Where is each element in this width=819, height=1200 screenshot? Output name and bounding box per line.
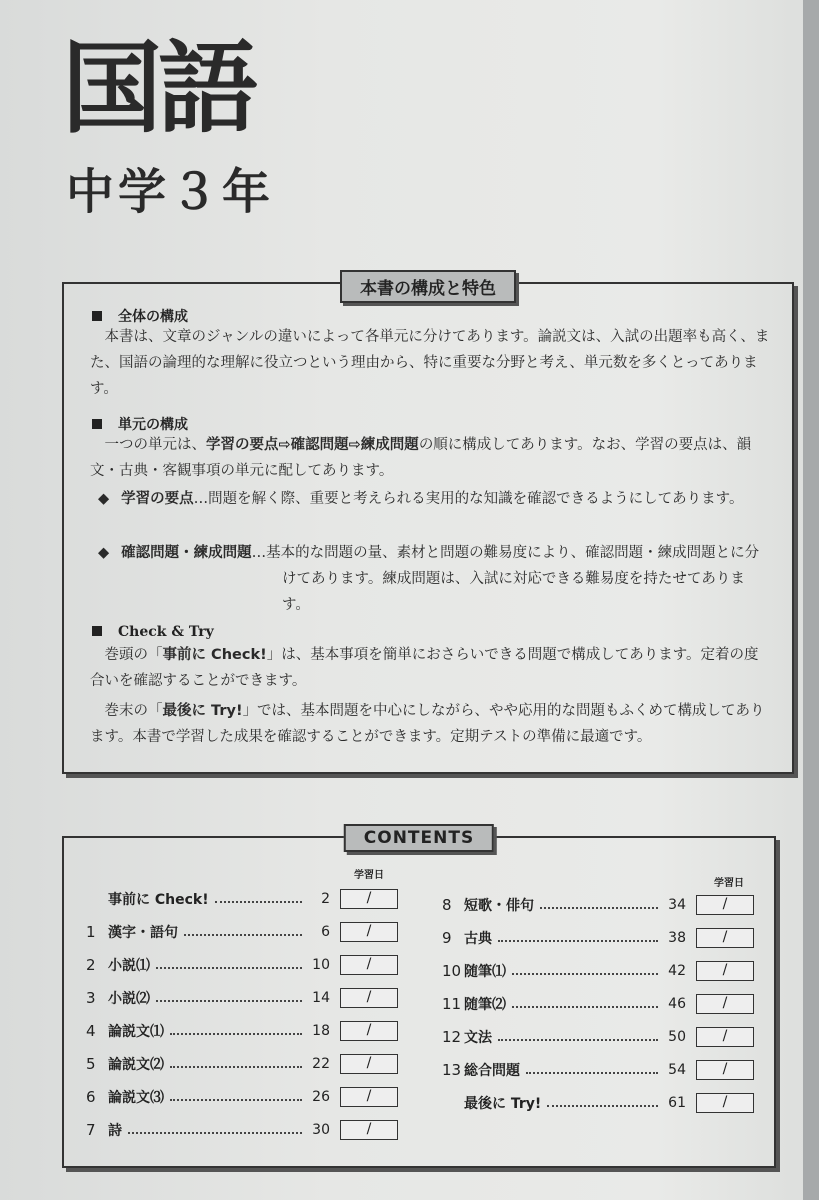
bullet-term: 確認問題・練成問題 <box>121 545 252 561</box>
square-bullet-icon <box>92 311 102 321</box>
study-date-field[interactable]: / <box>340 1087 398 1107</box>
unit-number: 4 <box>86 1022 96 1040</box>
page-number: 61 <box>668 1095 686 1111</box>
section-heading-text: Check & Try <box>118 624 214 640</box>
unit-name: 最後に Try! <box>464 1096 542 1112</box>
bullet-term: 学習の要点 <box>121 491 194 507</box>
contents-row <box>442 1026 754 1048</box>
contents-box <box>62 828 776 1168</box>
unit-name: 総合問題 <box>464 1063 520 1079</box>
study-date-field[interactable]: / <box>340 922 398 942</box>
body-text: の順に構成してあります。なお、学習の要点は、韻文・古典・客観事項の単元に配してあります。 <box>90 437 752 479</box>
unit-number: 13 <box>442 1061 462 1079</box>
unit-number: 9 <box>442 929 452 947</box>
section-body <box>90 432 770 484</box>
contents-row <box>86 1053 398 1075</box>
study-date-field[interactable]: / <box>696 895 754 915</box>
bullet-item <box>98 540 768 618</box>
contents-row <box>442 960 754 982</box>
unit-name: 詩 <box>108 1123 122 1139</box>
contents-row <box>86 921 398 943</box>
page-number: 6 <box>321 924 330 940</box>
square-bullet-icon <box>92 626 102 636</box>
study-date-field[interactable]: / <box>340 889 398 909</box>
page-number: 22 <box>312 1056 330 1072</box>
unit-name: 論説文⑵ <box>108 1057 164 1073</box>
body-bold-text: 事前に Check! <box>162 647 267 663</box>
section-heading <box>92 624 214 640</box>
unit-name: 文法 <box>464 1030 492 1046</box>
unit-number: 10 <box>442 962 462 980</box>
dot-leader <box>156 994 302 1002</box>
bullet-text: …基本的な問題の量、素材と問題の難易度により、確認問題・練成問題とに分けてあります。練成問題は、入試に対応できる難易度を持たせてあります。 <box>251 545 760 613</box>
unit-number: 3 <box>86 989 96 1007</box>
page-number: 14 <box>312 990 330 1006</box>
page-number: 54 <box>668 1062 686 1078</box>
dot-leader <box>547 1099 658 1107</box>
dot-leader <box>170 1093 302 1101</box>
body-bold-text: 学習の要点⇨確認問題⇨練成問題 <box>206 437 419 453</box>
page-number: 38 <box>668 930 686 946</box>
contents-row <box>86 954 398 976</box>
unit-number: 6 <box>86 1088 96 1106</box>
diamond-bullet-icon: ◆ <box>98 491 110 507</box>
unit-number: 12 <box>442 1028 462 1046</box>
grade-subtitle: 中学３年 <box>66 164 275 220</box>
dot-leader <box>170 1027 302 1035</box>
page-number: 30 <box>312 1122 330 1138</box>
features-label: 本書の構成と特色 <box>340 270 516 303</box>
diamond-bullet-icon: ◆ <box>98 545 110 561</box>
dot-leader <box>540 901 658 909</box>
dot-leader <box>512 967 658 975</box>
study-date-field[interactable]: / <box>696 1060 754 1080</box>
unit-name: 随筆⑴ <box>464 964 506 980</box>
contents-row <box>442 993 754 1015</box>
section-heading <box>92 414 188 434</box>
unit-name: 小説⑴ <box>108 958 150 974</box>
study-date-field[interactable]: / <box>696 1027 754 1047</box>
dot-leader <box>498 1033 658 1041</box>
body-text: 」は、基本事項を簡単におさらいできる問題で構成してあります。定着の度合いを確認することができます。 <box>90 647 759 689</box>
study-date-field[interactable]: / <box>340 1021 398 1041</box>
contents-row <box>86 888 398 910</box>
dot-leader <box>184 928 302 936</box>
dot-leader <box>128 1126 302 1134</box>
unit-number: 1 <box>86 923 96 941</box>
section-heading <box>92 306 188 326</box>
contents-row <box>86 987 398 1009</box>
contents-row <box>442 894 754 916</box>
body-text: 」では、基本問題を中心にしながら、やや応用的な問題もふくめて構成してあります。本書で学習した成果を確認することができます。定期テストの準備に最適です。 <box>90 703 765 745</box>
dot-leader <box>170 1060 302 1068</box>
contents-row <box>86 1086 398 1108</box>
study-date-field[interactable]: / <box>696 961 754 981</box>
body-bold-text: 最後に Try! <box>162 703 243 719</box>
study-date-field[interactable]: / <box>340 955 398 975</box>
unit-name: 論説文⑶ <box>108 1090 164 1106</box>
page-number: 26 <box>312 1089 330 1105</box>
section-body <box>90 642 770 694</box>
square-bullet-icon <box>92 419 102 429</box>
section-heading-text: 全体の構成 <box>118 309 188 325</box>
page-number: 46 <box>668 996 686 1012</box>
study-date-field[interactable]: / <box>340 1054 398 1074</box>
dot-leader <box>215 895 302 903</box>
unit-name: 小説⑵ <box>108 991 150 1007</box>
page-number: 42 <box>668 963 686 979</box>
unit-number: 5 <box>86 1055 96 1073</box>
unit-number: 8 <box>442 896 452 914</box>
body-text: 一つの単元は、 <box>104 437 206 453</box>
section-body <box>90 698 770 750</box>
study-date-field[interactable]: / <box>696 994 754 1014</box>
contents-row <box>86 1119 398 1141</box>
body-text: 巻末の「 <box>104 703 163 719</box>
unit-number: 2 <box>86 956 96 974</box>
study-date-header: 学習日 <box>354 870 384 881</box>
unit-name: 古典 <box>464 931 492 947</box>
study-date-header: 学習日 <box>714 878 744 889</box>
unit-name: 論説文⑴ <box>108 1024 164 1040</box>
dot-leader <box>156 961 302 969</box>
dot-leader <box>498 934 658 942</box>
bullet-item <box>98 486 768 512</box>
body-text: 巻頭の「 <box>104 647 163 663</box>
unit-name: 事前に Check! <box>108 892 209 908</box>
page-number: 50 <box>668 1029 686 1045</box>
section-body: 本書は、文章のジャンルの違いによって各単元に分けてあります。論説文は、入試の出題率も高く、また、国語の論理的な理解に役立つという理由から、特に重要な分野と考え、単元数を多くとってあります。 <box>90 329 770 397</box>
features-box <box>62 279 794 774</box>
unit-name: 漢字・語句 <box>108 925 178 941</box>
page-number: 10 <box>312 957 330 973</box>
unit-name: 短歌・俳句 <box>464 898 534 914</box>
contents-row <box>86 1020 398 1042</box>
study-date-field[interactable]: / <box>340 1120 398 1140</box>
study-date-field[interactable]: / <box>340 988 398 1008</box>
unit-number: 11 <box>442 995 462 1013</box>
dot-leader <box>512 1000 658 1008</box>
page-number: 2 <box>321 891 330 907</box>
dot-leader <box>526 1066 658 1074</box>
contents-label: CONTENTS <box>344 824 494 852</box>
unit-number: 7 <box>86 1121 96 1139</box>
bullet-text: …問題を解く際、重要と考えられる実用的な知識を確認できるようにしてあります。 <box>193 491 744 507</box>
page-edge <box>803 0 819 1200</box>
page-number: 18 <box>312 1023 330 1039</box>
contents-row <box>442 927 754 949</box>
unit-name: 随筆⑵ <box>464 997 506 1013</box>
contents-row <box>442 1092 754 1114</box>
page-number: 34 <box>668 897 686 913</box>
page-title: 国語 <box>62 29 254 147</box>
section-heading-text: 単元の構成 <box>118 417 188 433</box>
study-date-field[interactable]: / <box>696 928 754 948</box>
study-date-field[interactable]: / <box>696 1093 754 1113</box>
contents-row <box>442 1059 754 1081</box>
